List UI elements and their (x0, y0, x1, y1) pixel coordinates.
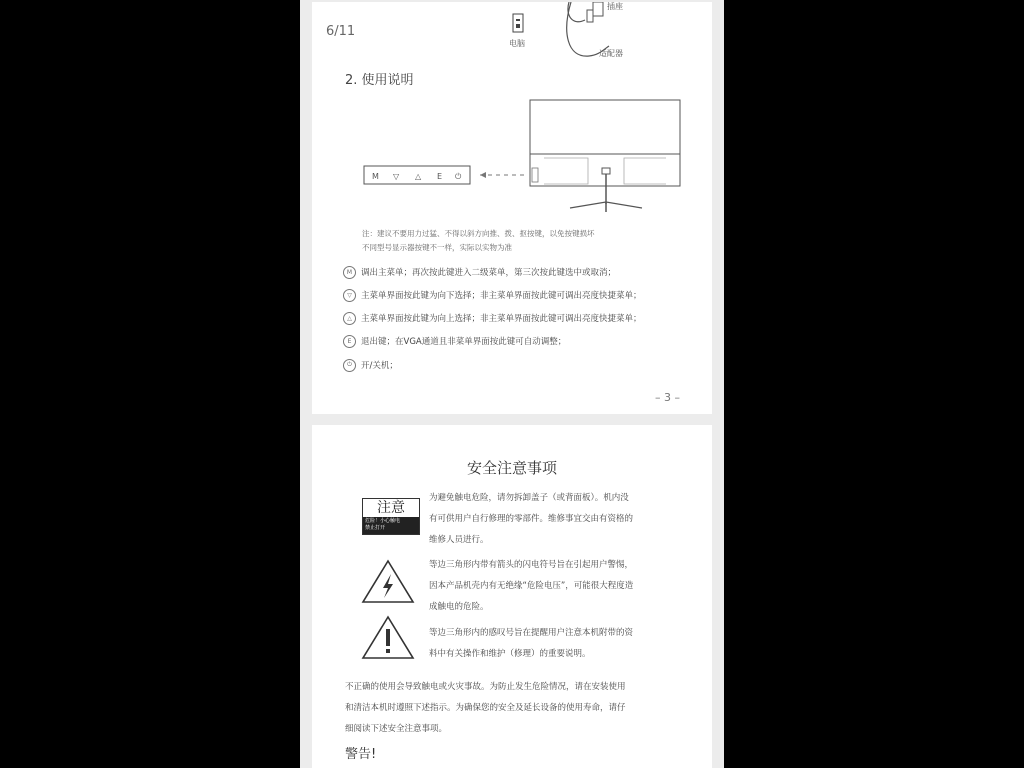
paragraph-line: 料中有关操作和维护（修理）的重要说明。 (429, 649, 591, 659)
key-description-exit (343, 333, 566, 349)
power-key-icon: ⏻ (343, 359, 356, 372)
document-page-usage (312, 2, 712, 414)
btn-m-icon: M (372, 172, 379, 181)
caution-label (362, 498, 420, 535)
paragraph-line: 不正确的使用会导致触电或火灾事故。为防止发生危险情况，请在安装使用 (345, 682, 626, 692)
key-description-text: 主菜单界面按此键为向上选择；非主菜单界面按此键可调出亮度快捷菜单； (361, 314, 642, 324)
paragraph-line: 维修人员进行。 (429, 535, 489, 545)
paragraph-line: 因本产品机壳内有无绝缘“危险电压”，可能很大程度造 (429, 581, 634, 591)
monitor-diagram (362, 96, 692, 216)
exclamation-warning-icon (361, 614, 415, 660)
key-description-text: 调出主菜单；再次按此键进入二级菜单，第三次按此键选中或取消； (361, 268, 617, 278)
warning-heading: 警告! (345, 747, 377, 762)
key-description-text: 退出键；在VGA通道且非菜单界面按此键可自动调整； (361, 337, 567, 347)
document-page-safety (312, 425, 712, 768)
caution-subtext-line: 危险！小心触电 (365, 518, 401, 524)
exit-key-icon: E (343, 335, 356, 348)
btn-down-icon: ▽ (393, 172, 400, 181)
caution-subtext-line: 禁止打开 (365, 525, 386, 531)
key-description-m (343, 264, 616, 280)
safety-paragraph-4 (345, 677, 626, 740)
paragraph-line: 成触电的危险。 (429, 602, 489, 612)
paragraph-line: 细阅读下述安全注意事项。 (345, 724, 448, 734)
key-description-text: 开/关机； (361, 361, 398, 371)
caution-title: 注意 (377, 500, 405, 516)
key-description-down (343, 287, 642, 303)
monitor-drawing (362, 96, 692, 216)
document-viewer[interactable] (300, 0, 724, 768)
paragraph-line: 等边三角形内的感叹号旨在提醒用户注意本机附带的资 (429, 628, 634, 638)
lightning-warning-icon (361, 558, 415, 604)
connection-diagram (507, 2, 647, 62)
btn-up-icon: △ (415, 172, 422, 181)
safety-paragraph-2 (429, 555, 633, 618)
paragraph-line: 有可供用户自行修理的零部件。维修事宜交由有资格的 (429, 514, 634, 524)
safety-paragraph-1 (429, 488, 633, 551)
page-counter: 6/11 (326, 24, 356, 39)
key-description-power (343, 357, 398, 373)
usage-note-2: 不同型号显示器按键不一样，实际以实物为准 (362, 243, 512, 252)
adapter-label: 适配器 (599, 49, 623, 58)
down-key-icon: ▽ (343, 289, 356, 302)
page-number: – 3 – (655, 391, 680, 404)
usage-note-1: 注：建议不要用力过猛、不得以斜方向推、拨、抠按键，以免按键损坏 (362, 229, 595, 238)
paragraph-line: 和清洁本机时遵照下述指示。为确保您的安全及延长设备的使用寿命，请仔 (345, 703, 626, 713)
paragraph-line: 等边三角形内带有箭头的闪电符号旨在引起用户警惕， (429, 560, 634, 570)
menu-key-icon: M (343, 266, 356, 279)
safety-paragraph-3 (429, 623, 633, 665)
btn-power-icon: ⏻ (455, 172, 462, 181)
computer-label: 电脑 (509, 39, 525, 48)
caution-subtext (363, 517, 419, 534)
up-key-icon: △ (343, 312, 356, 325)
btn-e-icon: E (437, 172, 443, 181)
safety-title: 安全注意事项 (466, 459, 557, 477)
paragraph-line: 为避免触电危险，请勿拆卸盖子（或背面板）。机内没 (429, 493, 629, 503)
plug-label: 插座 (607, 2, 623, 11)
key-description-text: 主菜单界面按此键为向下选择；非主菜单界面按此键可调出亮度快捷菜单； (361, 291, 642, 301)
connection-drawing (507, 2, 647, 62)
section-title: 2. 使用说明 (345, 73, 414, 88)
key-description-up (343, 310, 642, 326)
